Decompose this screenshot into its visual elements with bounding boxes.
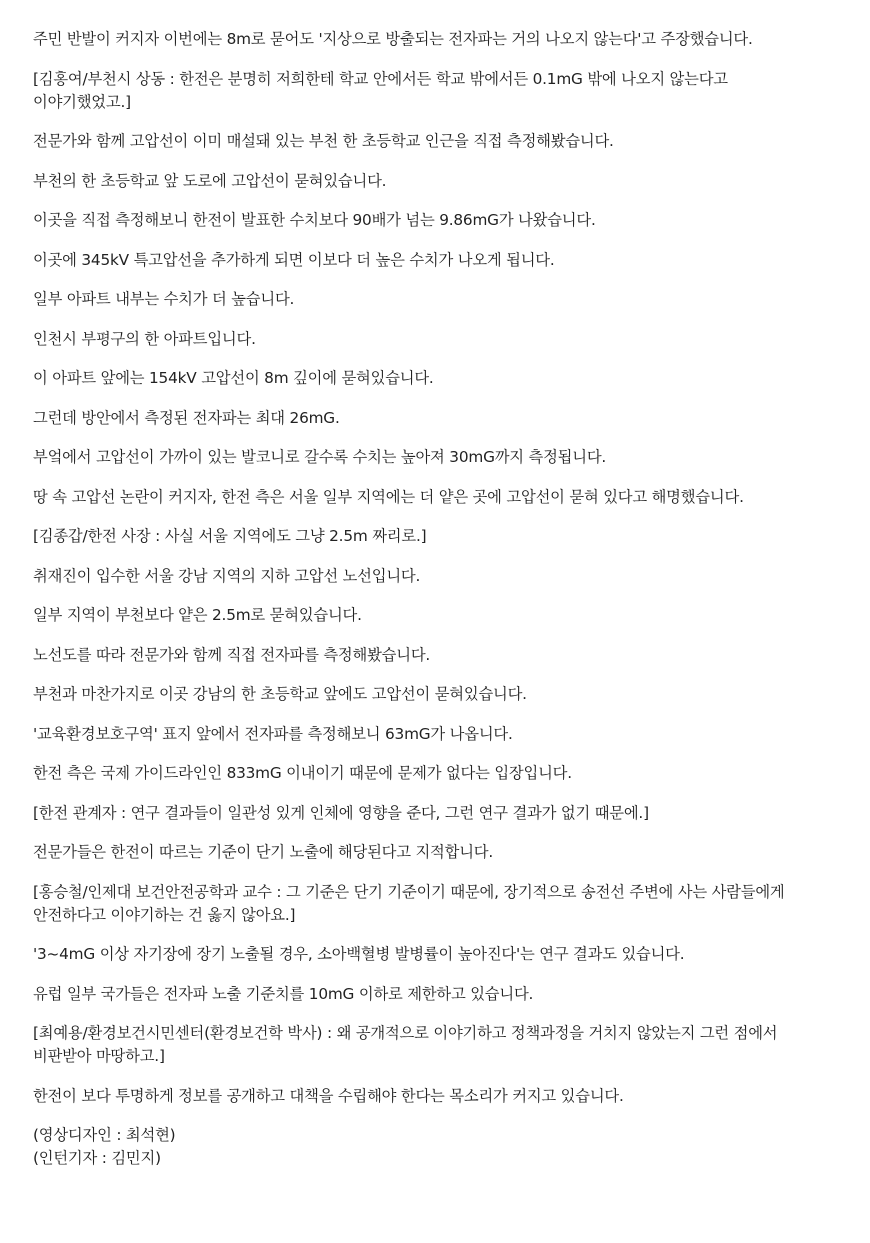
paragraph-21: 전문가들은 한전이 따르는 기준이 단기 노출에 해당된다고 지적합니다. (33, 843, 494, 861)
paragraph-5: 이곳을 직접 측정해보니 한전이 발표한 수치보다 90배가 넘는 9.86mG가 나왔습니다. (33, 211, 596, 229)
credits (33, 1124, 830, 1170)
paragraph-9: 이 아파트 앞에는 154kV 고압선이 8m 깊이에 묻혀있습니다. (33, 369, 434, 387)
paragraph-7: 일부 아파트 내부는 수치가 더 높습니다. (33, 290, 295, 308)
paragraph-4: 부천의 한 초등학교 앞 도로에 고압선이 묻혀있습니다. (33, 171, 387, 190)
paragraph-23: '3~4mG 이상 자기장에 장기 노출될 경우, 소아백혈병 발병률이 높아진다'는 연구 결과도 있습니다. (33, 945, 685, 963)
paragraph-6: 이곳에 345kV 특고압선을 추가하게 되면 이보다 더 높은 수치가 나오게 됩니다. (33, 250, 555, 269)
paragraph-24: 유럽 일부 국가들은 전자파 노출 기준치를 10mG 이하로 제한하고 있습니다. (33, 984, 534, 1003)
paragraph-11: 부엌에서 고압선이 가까이 있는 발코니로 갈수록 수치는 높아져 30mG까지 측정됩니다. (33, 448, 607, 466)
paragraph-13: [김종갑/한전 사장 : 사실 서울 지역에도 그냥 2.5m 짜리로.] (33, 527, 427, 545)
paragraph-19: 한전 측은 국제 가이드라인인 833mG 이내이기 때문에 문제가 없다는 입장입니다. (33, 764, 572, 782)
paragraph-25: [최예용/환경보건시민센터(환경보건학 박사) : 왜 공개적으로 이야기하고 정책과정을 거치지 않았는지 그런 점에서 비판받아 마땅하고.] (33, 1024, 778, 1065)
paragraph-12: 땅 속 고압선 논란이 커지자, 한전 측은 서울 일부 지역에는 더 얕은 곳에 고압선이 묻혀 있다고 해명했습니다. (33, 487, 744, 506)
paragraph-22: [홍승철/인제대 보건안전공학과 교수 : 그 기준은 단기 기준이기 때문에, 장기적으로 송전선 주변에 사는 사람들에게 안전하다고 이야기하는 건 옳지 않아요.] (33, 882, 785, 924)
paragraph-1: 주민 반발이 커지자 이번에는 8m로 묻어도 '지상으로 방출되는 전자파는 거의 나오지 않는다'고 주장했습니다. (33, 30, 753, 48)
credit-video-design: (영상디자인 : 최석현) (33, 1126, 176, 1144)
paragraph-14: 취재진이 입수한 서울 강남 지역의 지하 고압선 노선입니다. (33, 566, 421, 585)
paragraph-10: 그런데 방안에서 측정된 전자파는 최대 26mG. (33, 408, 340, 427)
paragraph-15: 일부 지역이 부천보다 얕은 2.5m로 묻혀있습니다. (33, 606, 362, 624)
paragraph-2: [김홍여/부천시 상동 : 한전은 분명히 저희한테 학교 안에서든 학교 밖에서든 0.1mG 밖에 나오지 않는다고 이야기했었고.] (33, 69, 728, 111)
paragraph-20: [한전 관계자 : 연구 결과들이 일관성 있게 인체에 영향을 준다, 그런 연구 결과가 없기 때문에.] (33, 803, 649, 822)
paragraph-3: 전문가와 함께 고압선이 이미 매설돼 있는 부천 한 초등학교 인근을 직접 측정해봤습니다. (33, 132, 614, 150)
credit-intern-reporter: (인턴기자 : 김민지) (33, 1149, 161, 1167)
paragraph-18: '교육환경보호구역' 표지 앞에서 전자파를 측정해보니 63mG가 나옵니다. (33, 724, 513, 743)
paragraph-8: 인천시 부평구의 한 아파트입니다. (33, 329, 256, 348)
paragraph-17: 부천과 마찬가지로 이곳 강남의 한 초등학교 앞에도 고압선이 묻혀있습니다. (33, 685, 527, 703)
paragraph-26: 한전이 보다 투명하게 정보를 공개하고 대책을 수립해야 한다는 목소리가 커지고 있습니다. (33, 1086, 624, 1105)
paragraph-16: 노선도를 따라 전문가와 함께 직접 전자파를 측정해봤습니다. (33, 645, 431, 664)
